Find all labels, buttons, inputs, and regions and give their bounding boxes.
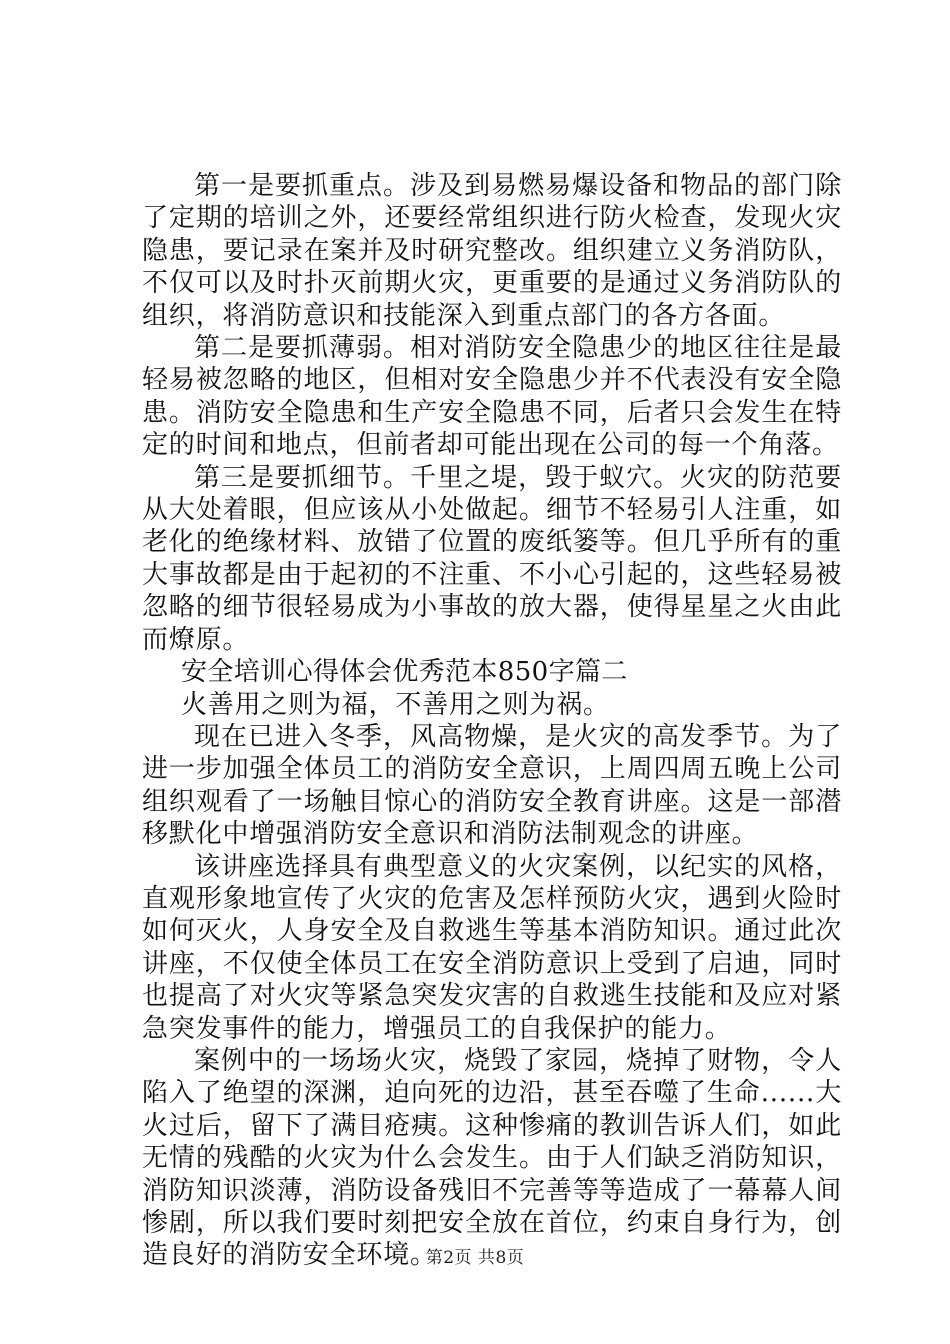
paragraph-cases: 案例中的一场场火灾，烧毁了家园，烧掉了财物，令人陷入了绝望的深渊，迫向死的边沿，甚至吞噬了生命......大火过后，留下了满目疮痍。这种惨痛的教训告诉人们，如此无情的残酷的火灾为什么会发生。由于人们缺乏消防知识，消防知识淡薄，消防设备残旧不完善等等造成了一幕幕人间惨剧，所以我们要时刻把安全放在首位，约束自身行为，创造良好的消防安全环境。 [142,1045,842,1271]
paragraph-details: 第三是要抓细节。千里之堤，毁于蚁穴。火灾的防范要从大处着眼，但应该从小处做起。细节不轻易引人注重，如老化的绝缘材料、放错了位置的废纸篓等。但几乎所有的重大事故都是由于起初的不注重、不小心引起的，这些轻易被忽略的细节很轻易成为小事故的放大器，使得星星之火由此而燎原。 [142,462,842,655]
paragraph-quote: 火善用之则为福，不善用之则为祸。 [181,689,610,720]
paragraph-lecture: 该讲座选择具有典型意义的火灾案例，以纪实的风格，直观形象地宣传了火灾的危害及怎样预防火灾，遇到火险时如何灭火，人身安全及自救逃生等基本消防知识。通过此次讲座，不仅使全体员工在安全消防意识上受到了启迪，同时也提高了对火灾等紧急突发灾害的自救逃生技能和及应对紧急突发事件的能力，增强员工的自我保护的能力。 [142,851,842,1044]
paragraph-key-points: 第一是要抓重点。涉及到易燃易爆设备和物品的部门除了定期的培训之外，还要经常组织进行防火检查，发现火灾隐患，要记录在案并及时研究整改。组织建立义务消防队，不仅可以及时扑灭前期火灾，更重要的是通过义务消防队的组织，将消防意识和技能深入到重点部门的各方各面。 [142,171,842,331]
document-body [142,170,842,1272]
paragraph-winter-season: 现在已进入冬季，风高物燥，是火灾的高发季节。为了进一步加强全体员工的消防安全意识，上周四周五晚上公司组织观看了一场触目惊心的消防安全教育讲座。这是一部潜移默化中增强消防安全意识和消防法制观念的讲座。 [142,721,842,850]
page-number-footer: 第2页 共8页 [425,1248,525,1268]
section-heading: 安全培训心得体会优秀范本850字篇二 [181,657,628,688]
paragraph-weak-points: 第二是要抓薄弱。相对消防安全隐患少的地区往往是最轻易被忽略的地区，但相对安全隐患少并不代表没有安全隐患。消防安全隐患和生产安全隐患不同，后者只会发生在特定的时间和地点，但前者却可能出现在公司的每一个角落。 [142,333,842,461]
